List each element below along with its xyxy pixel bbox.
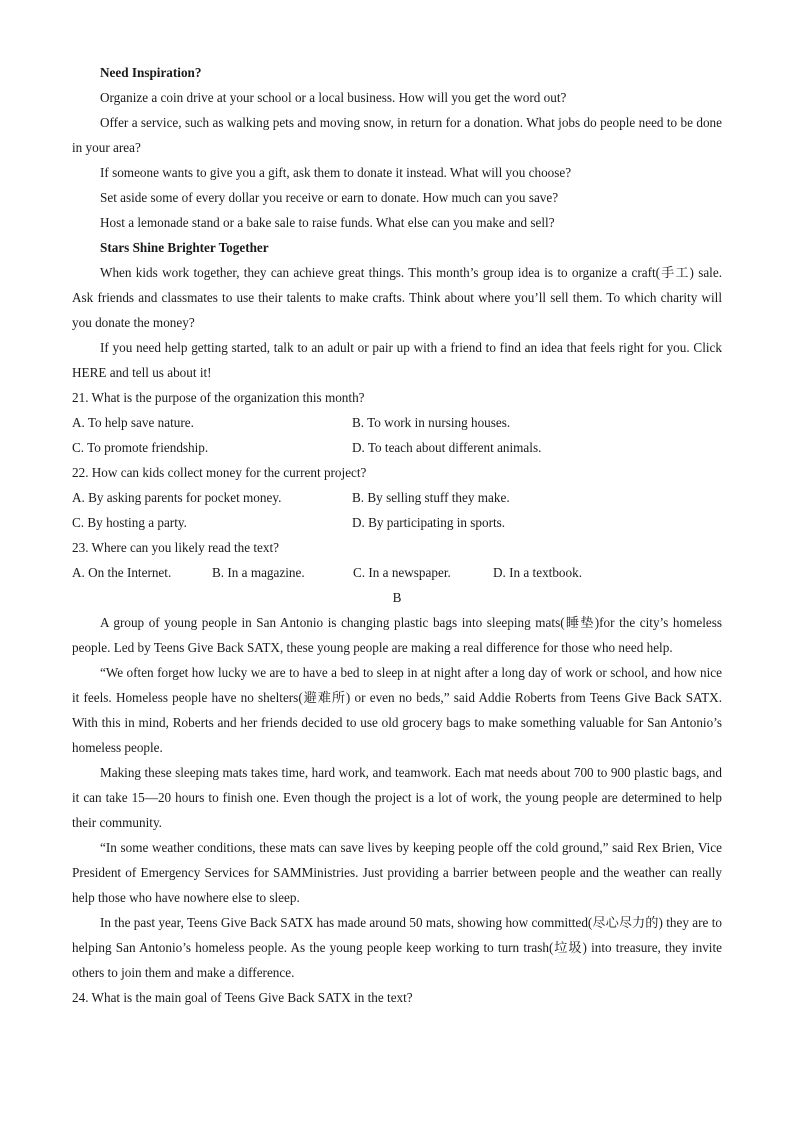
option-b: B. By selling stuff they make. <box>352 490 510 505</box>
option-a: A. On the Internet. <box>72 565 172 580</box>
question-22-options <box>72 485 722 535</box>
option-d: D. To teach about different animals. <box>352 440 542 455</box>
option-b: B. In a magazine. <box>212 565 305 580</box>
option-b: B. To work in nursing houses. <box>352 415 511 430</box>
option-d: D. By participating in sports. <box>352 515 506 530</box>
question-23-options <box>72 560 722 585</box>
idea-paragraph: Organize a coin drive at your school or a local business. How will you get the word out? <box>100 90 567 105</box>
heading-need-inspiration: Need Inspiration? <box>100 65 202 80</box>
question-21: 21. What is the purpose of the organization this month? <box>72 390 365 405</box>
question-23: 23. Where can you likely read the text? <box>72 540 280 555</box>
together-paragraph: If you need help getting started, talk to an adult or pair up with a friend to find an idea that feels right for you. Click HERE and tell us about it! <box>72 340 722 380</box>
document-page <box>72 60 722 1010</box>
idea-paragraph: Offer a service, such as walking pets and moving snow, in return for a donation. What jobs do people need to be done in your area? <box>72 115 722 155</box>
section-b-label: B <box>392 590 402 605</box>
passage-b-paragraph: In the past year, Teens Give Back SATX has made around 50 mats, showing how committed(尽心尽力的) they are to helping San Antonio’s homeless people. As the young people keep working to turn trash(垃圾) into treasure, they invite others to join them and make a difference. <box>72 915 722 980</box>
option-a: A. To help save nature. <box>72 415 194 430</box>
option-c: C. By hosting a party. <box>72 515 187 530</box>
passage-b-paragraph: A group of young people in San Antonio is changing plastic bags into sleeping mats(睡垫)for the city’s homeless people. Led by Teens Give Back SATX, these young people are making a real difference for those who need help. <box>72 615 722 655</box>
heading-stars-shine: Stars Shine Brighter Together <box>100 240 269 255</box>
idea-paragraph: Host a lemonade stand or a bake sale to raise funds. What else can you make and sell? <box>100 215 555 230</box>
question-22: 22. How can kids collect money for the current project? <box>72 465 367 480</box>
idea-paragraph: Set aside some of every dollar you receive or earn to donate. How much can you save? <box>100 190 559 205</box>
option-d: D. In a textbook. <box>493 565 582 580</box>
option-c: C. To promote friendship. <box>72 440 209 455</box>
question-24: 24. What is the main goal of Teens Give Back SATX in the text? <box>72 990 413 1005</box>
option-c: C. In a newspaper. <box>353 565 451 580</box>
passage-b-paragraph: “In some weather conditions, these mats can save lives by keeping people off the cold ground,” said Rex Brien, Vice President of Emergency Services for SAMMinistries. Just providing a barrier between people and the weather can really help those who have nowhere else to sleep. <box>72 840 722 905</box>
question-21-options <box>72 410 722 460</box>
passage-b-paragraph: Making these sleeping mats takes time, hard work, and teamwork. Each mat needs about 700 to 900 plastic bags, and it can take 15—20 hours to finish one. Even though the project is a lot of work, the young people are determined to help their community. <box>72 765 722 830</box>
passage-b-paragraph: “We often forget how lucky we are to have a bed to sleep in at night after a long day of work or school, and how nice it feels. Homeless people have no shelters(避难所) or even no beds,” said Addie Roberts from Teens Give Back SATX. With this in mind, Roberts and her friends decided to use old grocery bags to make something valuable for San Antonio’s homeless people. <box>72 665 722 755</box>
option-a: A. By asking parents for pocket money. <box>72 490 282 505</box>
idea-paragraph: If someone wants to give you a gift, ask them to donate it instead. What will you choose? <box>100 165 572 180</box>
together-paragraph: When kids work together, they can achieve great things. This month’s group idea is to organize a craft(手工) sale. Ask friends and classmates to use their talents to make crafts. Think about where you’ll sell them. To which charity will you donate the money? <box>72 265 722 330</box>
